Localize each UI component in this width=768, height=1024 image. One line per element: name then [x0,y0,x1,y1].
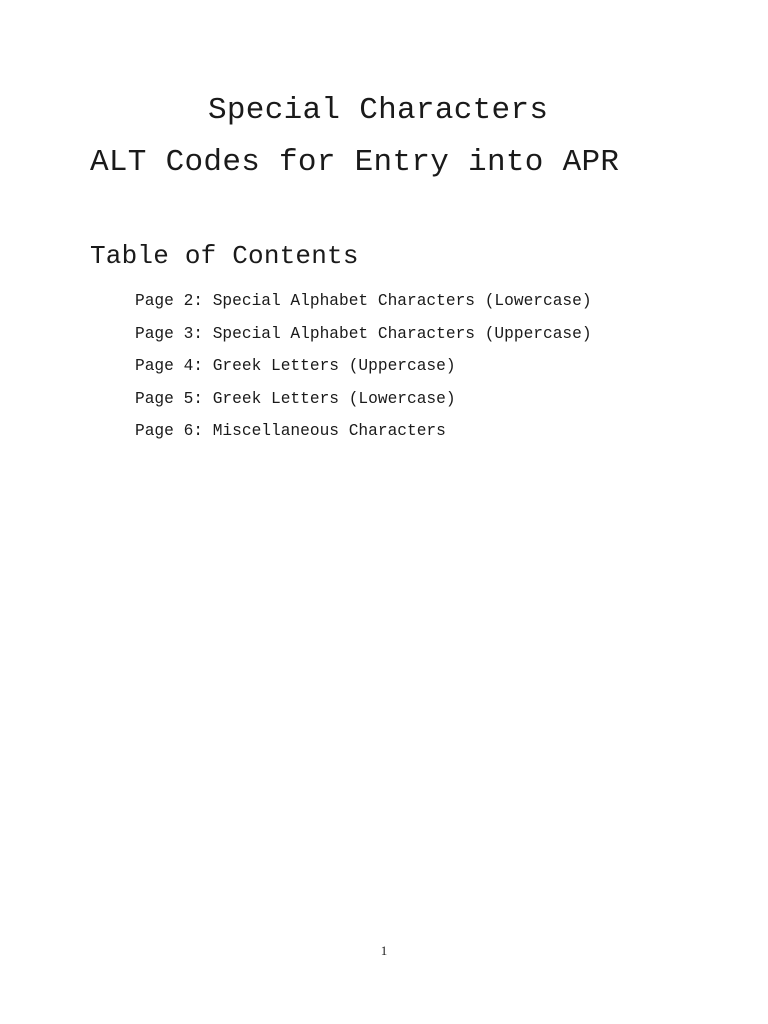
toc-list [135,285,592,448]
toc-entry: Page 2: Special Alphabet Characters (Lowercase) [135,292,592,310]
page-number: 1 [380,943,388,958]
toc-entry: Page 5: Greek Letters (Lowercase) [135,389,456,408]
toc-heading: Table of Contents [90,241,359,271]
toc-entry: Page 6: Miscellaneous Characters [135,422,446,440]
toc-entry: Page 3: Special Alphabet Characters (Uppercase) [135,324,592,343]
toc-entry: Page 4: Greek Letters (Uppercase) [135,357,456,375]
document-subtitle: ALT Codes for Entry into APR [90,145,620,180]
document-title: Special Characters [208,93,549,128]
